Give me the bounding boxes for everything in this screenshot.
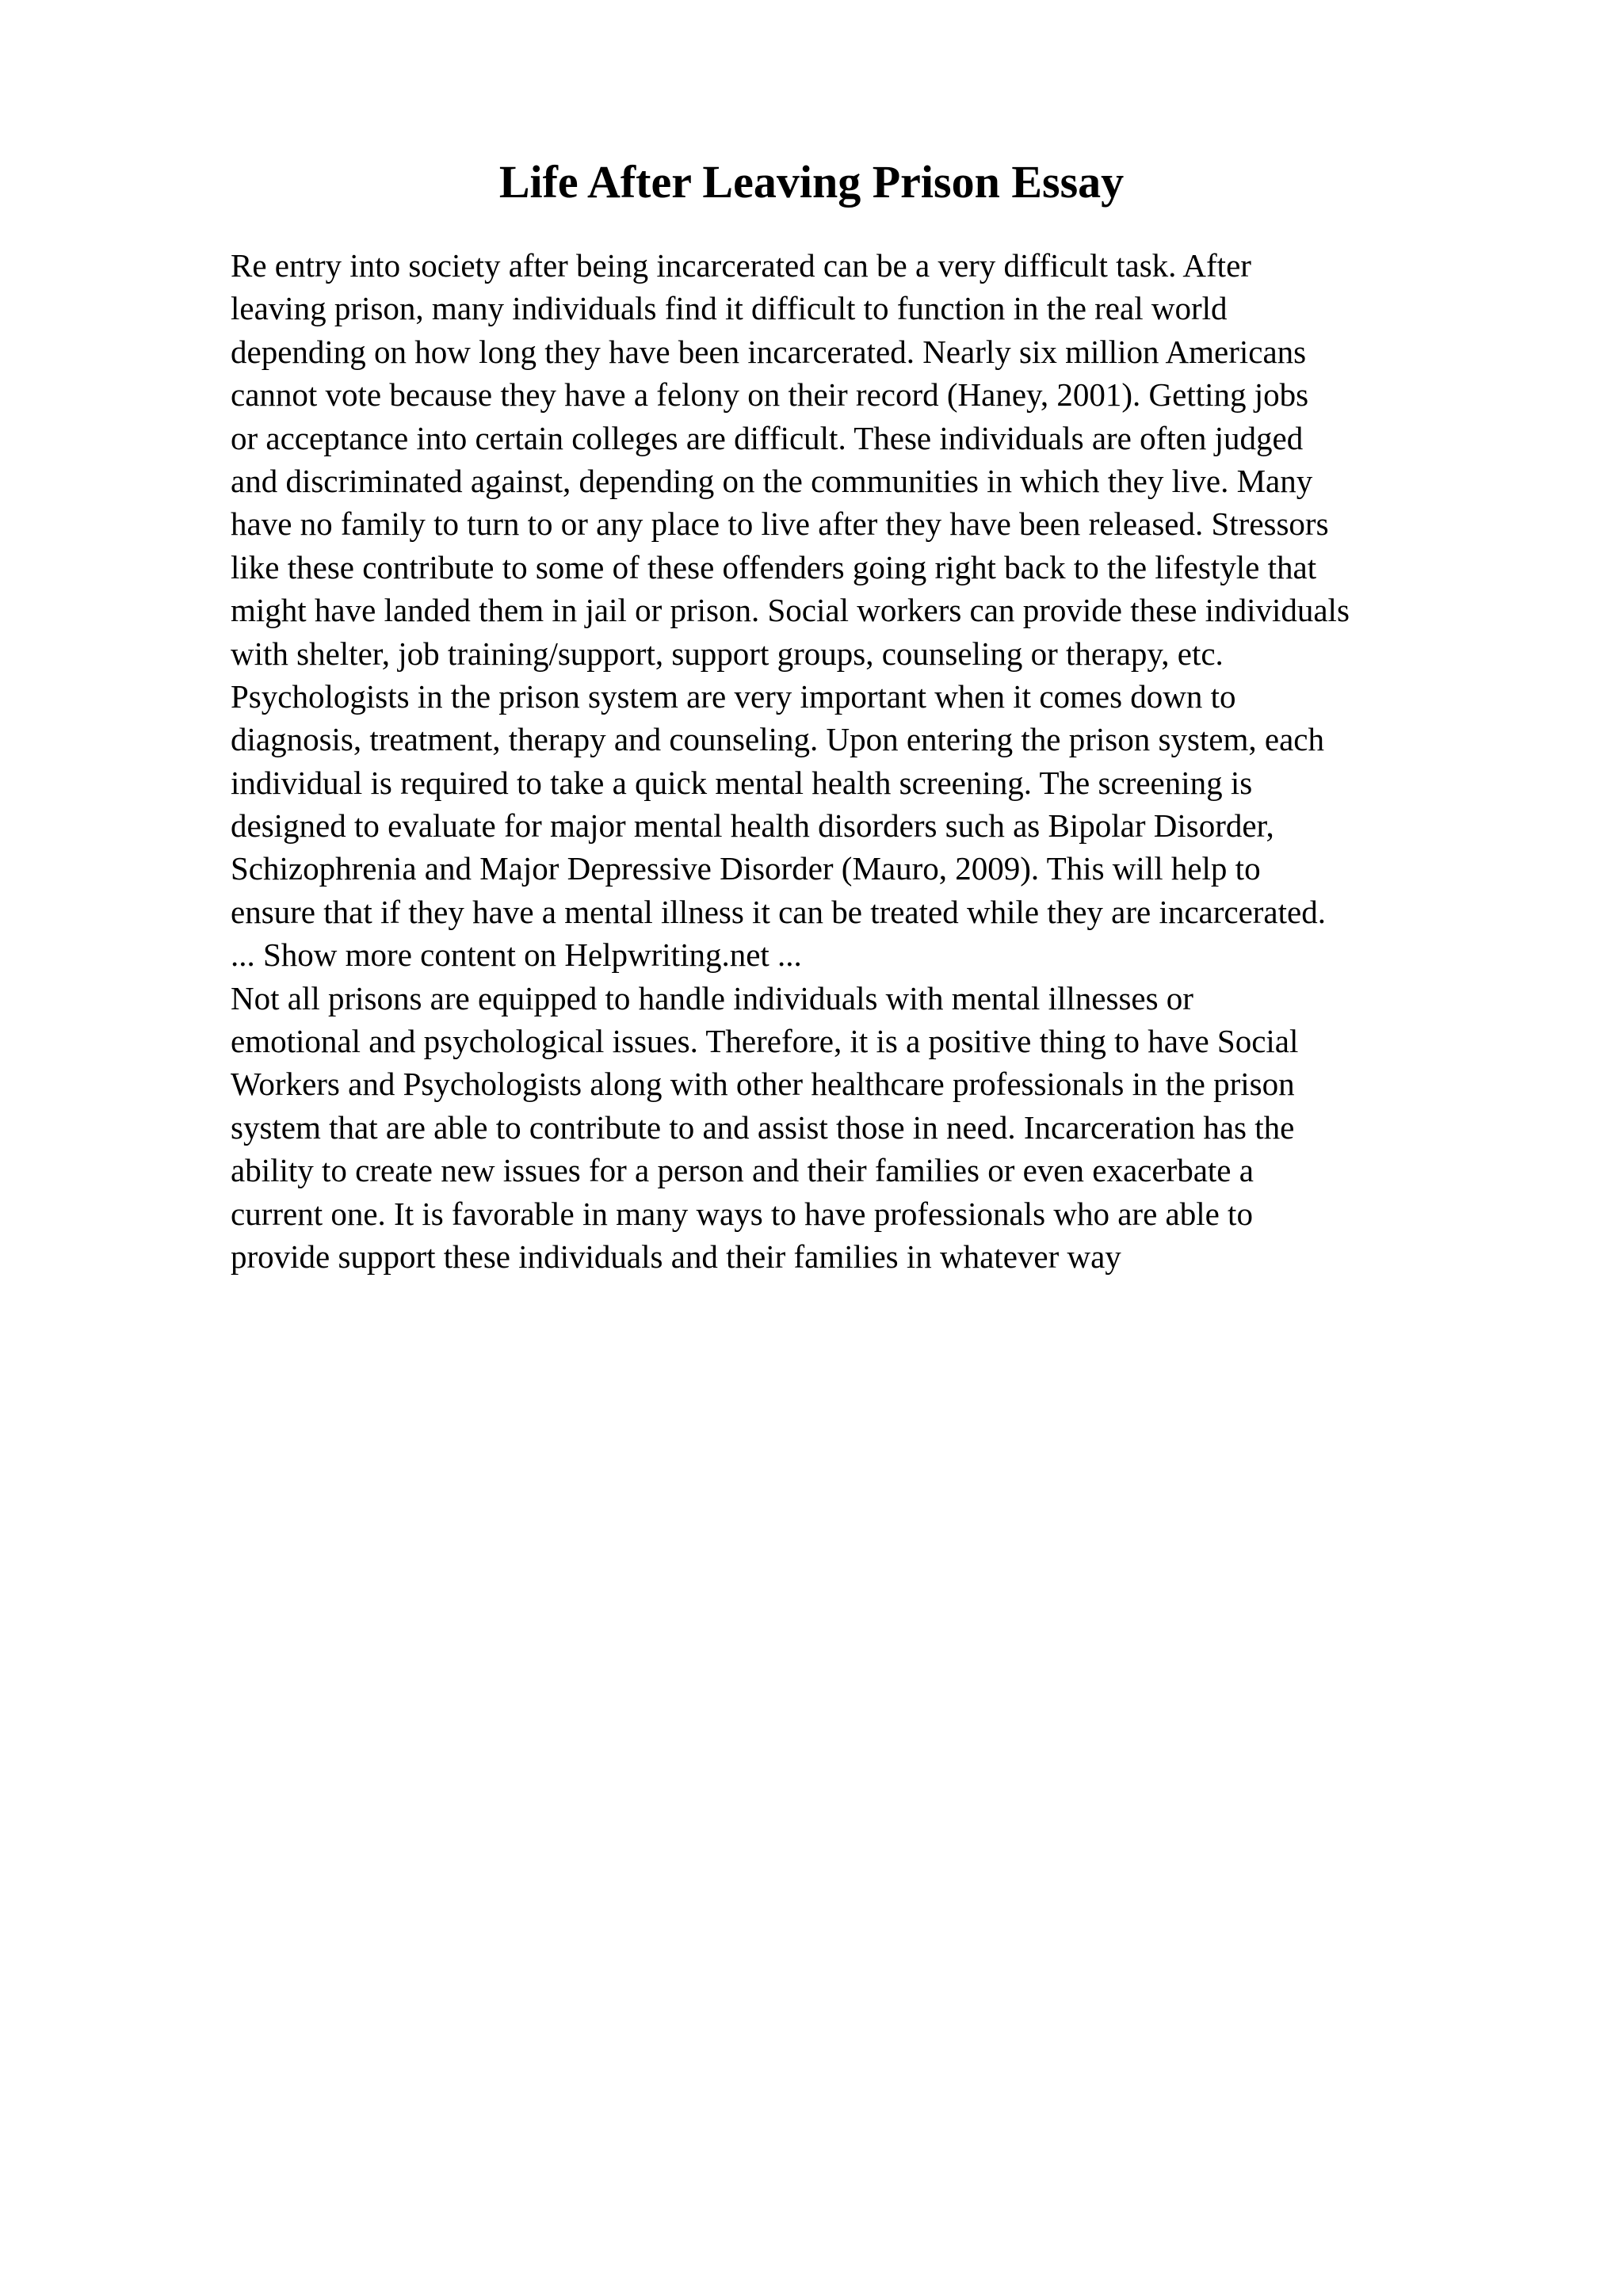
document-title: Life After Leaving Prison Essay: [498, 156, 1125, 208]
show-more-link[interactable]: ... Show more content on Helpwriting.net ...: [231, 936, 802, 974]
essay-body: [231, 244, 1594, 1278]
essay-line: with shelter, job training/support, support groups, counseling or therapy, etc.: [231, 635, 1224, 672]
essay-line: diagnosis, treatment, therapy and counseling. Upon entering the prison system, each: [231, 721, 1324, 758]
essay-line: ability to create new issues for a person and their families or even exacerbate a: [231, 1152, 1254, 1189]
essay-line: Re entry into society after being incarcerated can be a very difficult task. After: [231, 247, 1251, 284]
essay-line: ensure that if they have a mental illness it can be treated while they are incarcerated.: [231, 893, 1326, 930]
essay-line: or acceptance into certain colleges are difficult. These individuals are often judged: [231, 419, 1304, 456]
essay-line: emotional and psychological issues. Therefore, it is a positive thing to have Social: [231, 1023, 1299, 1060]
essay-line: system that are able to contribute to and assist those in need. Incarceration has the: [231, 1108, 1295, 1146]
essay-line: depending on how long they have been incarcerated. Nearly six million Americans: [231, 333, 1307, 370]
essay-line: current one. It is favorable in many ways to have professionals who are able to: [231, 1195, 1253, 1232]
essay-line: cannot vote because they have a felony on their record (Haney, 2001). Getting jobs: [231, 376, 1309, 414]
essay-line: Not all prisons are equipped to handle individuals with mental illnesses or: [231, 979, 1193, 1016]
essay-line: Psychologists in the prison system are very important when it comes down to: [231, 677, 1236, 715]
essay-line: and discriminated against, depending on the communities in which they live. Many: [231, 462, 1313, 499]
essay-line: have no family to turn to or any place to live after they have been released. Stressors: [231, 505, 1329, 543]
essay-line: might have landed them in jail or prison. Social workers can provide these individuals: [231, 592, 1350, 629]
essay-line: Schizophrenia and Major Depressive Disorder (Mauro, 2009). This will help to: [231, 850, 1261, 887]
essay-line: like these contribute to some of these offenders going right back to the lifestyle that: [231, 548, 1317, 585]
essay-line: designed to evaluate for major mental health disorders such as Bipolar Disorder,: [231, 807, 1274, 845]
essay-line: leaving prison, many individuals find it difficult to function in the real world: [231, 290, 1228, 327]
essay-line: individual is required to take a quick mental health screening. The screening is: [231, 764, 1253, 801]
essay-line: provide support these individuals and their families in whatever way: [231, 1238, 1121, 1275]
essay-line: Workers and Psychologists along with other healthcare professionals in the prison: [231, 1066, 1295, 1103]
